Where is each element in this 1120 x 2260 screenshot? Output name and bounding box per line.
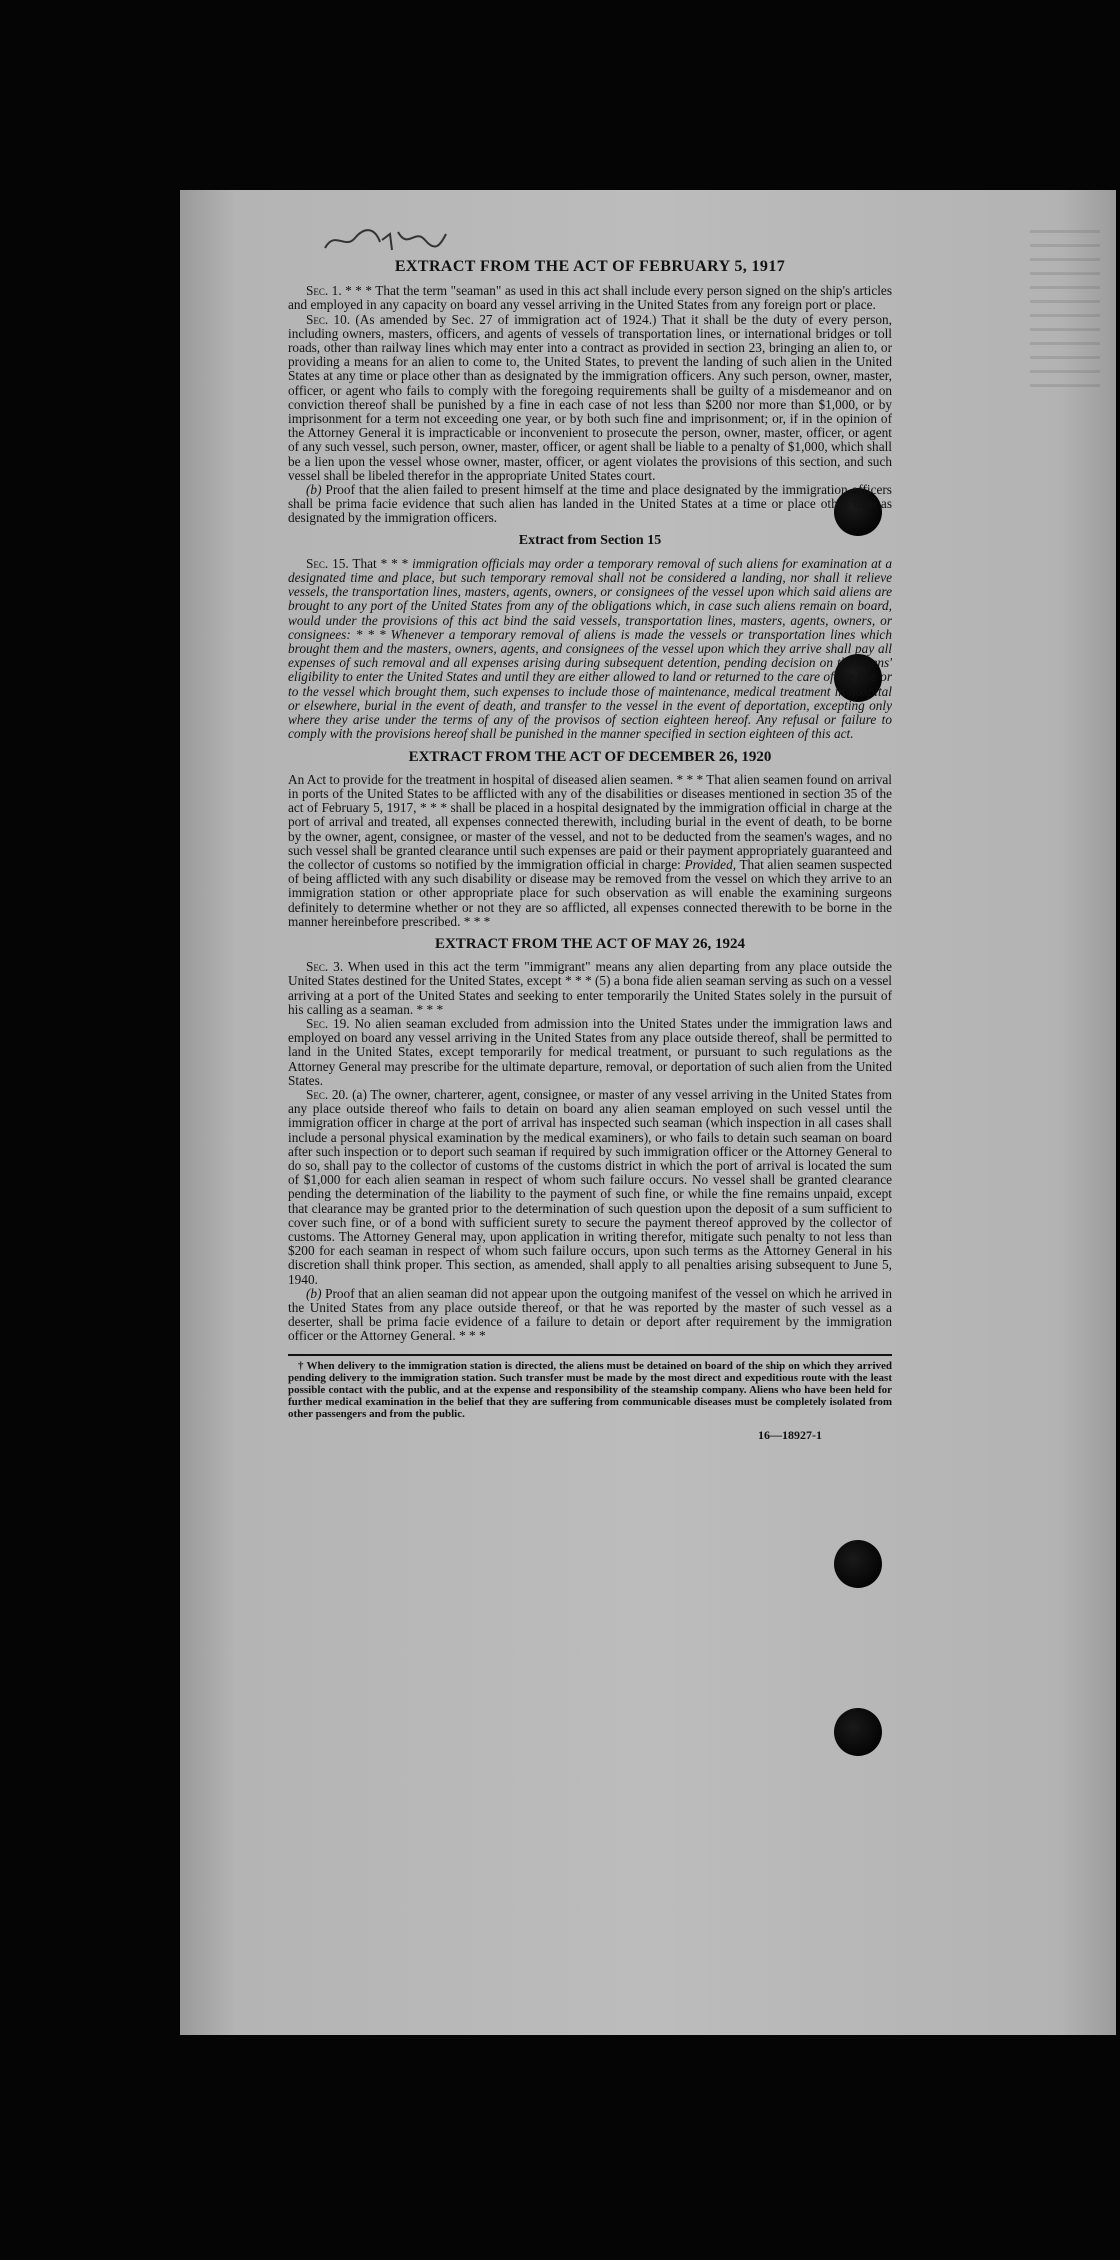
paragraph-text: * * * That the term "seaman" as used in this act shall include every person signed on the ship's articles and employed in any capacity on board any vessel arriving in the United States from any foreign port or place.	[288, 283, 892, 313]
form-number: 16—18927-1	[758, 1427, 822, 1442]
provided-label: Provided,	[684, 856, 737, 872]
paragraph-text: (a) The owner, charterer, agent, consignee, or master of any vessel arriving in the United States from any place outside thereof who fails to detain on board any alien seaman employed on such vessel until the immigration officer in charge at the port of arrival has inspected such seaman (which inspection in all cases shall include a personal physical examination by the medical examiners), or who fails to detain such seaman on board after such inspection or to deport such seaman if required by such immigration officer or the Attorney General to do so, shall pay to the collector of customs of the customs district in which the port of arrival is located the sum of $1,000 for each alien seaman in respect of whom such failure occurs. No vessel shall be granted clearance pending the determination of the liability to the payment of such fine, or while the fine remains unpaid, except that clearance may be granted prior to the determination of such question upon the deposit of a sum sufficient to cover such fine, or of a bond with sufficient surety to secure the payment thereof approved by the collector of customs. The Attorney General may, upon application in writing therefor, mitigate such penalty to not less than $200 for each seaman in respect of whom such failure occurs, upon such terms as the Attorney General in his discretion shall think proper. This section, as amended, shall apply to all penalties arising subsequent to June 5, 1940.	[288, 1086, 892, 1287]
bleed-through-text	[1030, 230, 1100, 390]
subsection-label: (b)	[306, 1285, 322, 1301]
handwritten-scrawl	[320, 220, 450, 260]
punch-hole	[834, 1540, 882, 1588]
paragraph-text: No alien seaman excluded from admission into the United States under the immigration laws and employed on board any vessel arriving in the United States from any place outside thereof, shall be permitted to land in the United States, except temporarily for medical treatment, or pursuant to such regulations as the Attorney General may prescribe for the ultimate departure, removal, or deportation of such alien from the United States.	[288, 1015, 892, 1088]
heading-section-15: Extract from Section 15	[518, 532, 662, 548]
paragraph-sec-20	[288, 1088, 892, 1287]
punch-hole	[834, 1708, 882, 1756]
paragraph-text: When used in this act the term "immigrant" means any alien departing from any place outside the United States destined for the United States, except * * * (5) a bona fide alien seaman serving as such on a vessel arriving at a port of the United States and seeking to enter temporarily the United States solely in the pursuit of his calling as a seaman. * * *	[288, 959, 892, 1017]
paragraph-sec-15	[288, 557, 892, 742]
section-label: Sec. 1.	[306, 283, 342, 299]
paragraph-sec-3	[288, 960, 892, 1017]
paragraph-text: An Act to provide for the treatment in hospital of diseased alien seamen. * * * That alien seamen found on arrival in ports of the United States to be afflicted with any of the disabilities or diseases mentioned in section 35 of the act of February 5, 1917, * * * shall be placed in a hospital designated by the immigration official in charge at the port of arrival and treated, all expenses connected therewith, including burial in the event of death, to be borne by the owner, agent, consignee, or master of the vessel, and not to be deducted from the seamen's wages, and no such vessel shall be granted clearance until such expenses are paid or their payment appropriately guaranteed and the collector of customs so notified by the immigration official in charge:	[288, 771, 892, 872]
paragraph-text: Proof that the alien failed to present himself at the time and place designated by the immigration officers shall be prima facie evidence that such alien has landed in the United States at a time or place other than as designated by the immigration officers.	[288, 482, 892, 526]
paragraph-text: That * * *	[352, 555, 409, 571]
paragraph-text-italic: immigration officials may order a temporary removal of such aliens for examination at a designated time and place, but such temporary removal shall not be considered a landing, nor shall it relieve vessels, the transportation lines, masters, agents, owners, or consignees of the vessel upon which said aliens are brought to any port of the United States from any of the obligations which, in case such aliens remain on board, would under the provisions of this act bind the said vessels, transportation lines, masters, agents, owners, or consignees: * * * Whenever a temporary removal of aliens is made the vessels or transportation lines which brought them and the masters, owners, agents, and consignees of the vessel upon which they arrive shall pay all expenses of such removal and all expenses arising during subsequent detention, pending decision on the aliens' eligibility to enter the United States and until they are either allowed to land or returned to the care of the line or to the vessel which brought them, such expenses to include those of maintenance, medical treatment in hospital or elsewhere, burial in the event of death, and transfer to the vessel in the event of deportation, excepting only where they arise under the terms of any of the provisos of section eighteen hereof. Any refusal or failure to comply with the provisions hereof shall be punished in the manner specified in section eighteen of this act.	[288, 555, 892, 742]
footnote	[288, 1354, 892, 1420]
subsection-label: (b)	[306, 482, 322, 498]
paragraph-sec-1	[288, 284, 892, 312]
heading-act-1920: EXTRACT FROM THE ACT OF DECEMBER 26, 1920	[408, 748, 772, 765]
text-column	[288, 260, 892, 1442]
section-label: Sec. 3.	[306, 959, 344, 975]
paragraph-sec-10	[288, 313, 892, 483]
section-label: Sec. 15.	[306, 555, 349, 571]
paragraph-text: That alien seamen suspected of being afflicted with any such disability or disease may be removed from the vessel on which they arrive to an immigration station or other appropriate place for such observation as will enable the examining surgeons definitely to determine whether or not they are so afflicted, all expenses connected therewith to be borne in the manner hereinbefore prescribed. * * *	[288, 856, 893, 929]
section-label: Sec. 10.	[306, 311, 351, 327]
heading-act-1924: EXTRACT FROM THE ACT OF MAY 26, 1924	[434, 935, 746, 952]
heading-act-1917: EXTRACT FROM THE ACT OF FEBRUARY 5, 1917	[394, 258, 786, 275]
paragraph-sec-10b	[288, 483, 892, 526]
paragraph-act-1920	[288, 773, 892, 929]
section-label: Sec. 20.	[306, 1086, 349, 1102]
footnote-text: † When delivery to the immigration station is directed, the aliens must be detained on board of the ship on which they arrived pending delivery to the immigration station. Such transfer must be made by the most direct and expeditious route with the least possible contact with the public, and at the expense and responsibility of the steamship company. Aliens who have been held for further medical examination in the belief that they are suffering from communicable diseases must be completely isolated from other passengers and from the public.	[288, 1359, 892, 1420]
paragraph-text: Proof that an alien seaman did not appear upon the outgoing manifest of the vessel on which he arrived in the United States from any place outside thereof, or that he was reported by the master of such vessel as a deserter, shall be prima facie evidence of a failure to detain or deport after requirement by the immigration officer or the Attorney General. * * *	[288, 1285, 892, 1344]
document-page	[180, 190, 1116, 2035]
paragraph-sec-20b	[288, 1287, 892, 1344]
paragraph-text: (As amended by Sec. 27 of immigration act of 1924.) That it shall be the duty of every person, including owners, masters, officers, and agents of vessels of transportation lines, or international bridges or toll roads, other than railway lines which may enter into a contract as provided in section 23, bringing an alien to, or providing a means for an alien to come to, the United States, to prevent the landing of such alien in the United States at any time or place other than as designated by the immigration officers. Any such person, owner, master, officer, or agent who fails to comply with the foregoing requirements shall be guilty of a misdemeanor and on conviction thereof shall be punished by a fine in each case of not less than $200 nor more than $1,000, or by imprisonment for a term not exceeding one year, or by both such fine and imprisonment; or, if in the opinion of the Attorney General it is impracticable or inconvenient to prosecute the person, owner, master, officer, or agent of any such vessel, such person, owner, master, officer, or agent shall be liable to a penalty of $1,000, which shall be a lien upon the vessel whose owner, master, officer, or agent violates the provisions of this section, and such vessel shall be libeled therefor in the appropriate United States court.	[288, 311, 892, 483]
paragraph-sec-19	[288, 1017, 892, 1088]
section-label: Sec. 19.	[306, 1015, 350, 1031]
